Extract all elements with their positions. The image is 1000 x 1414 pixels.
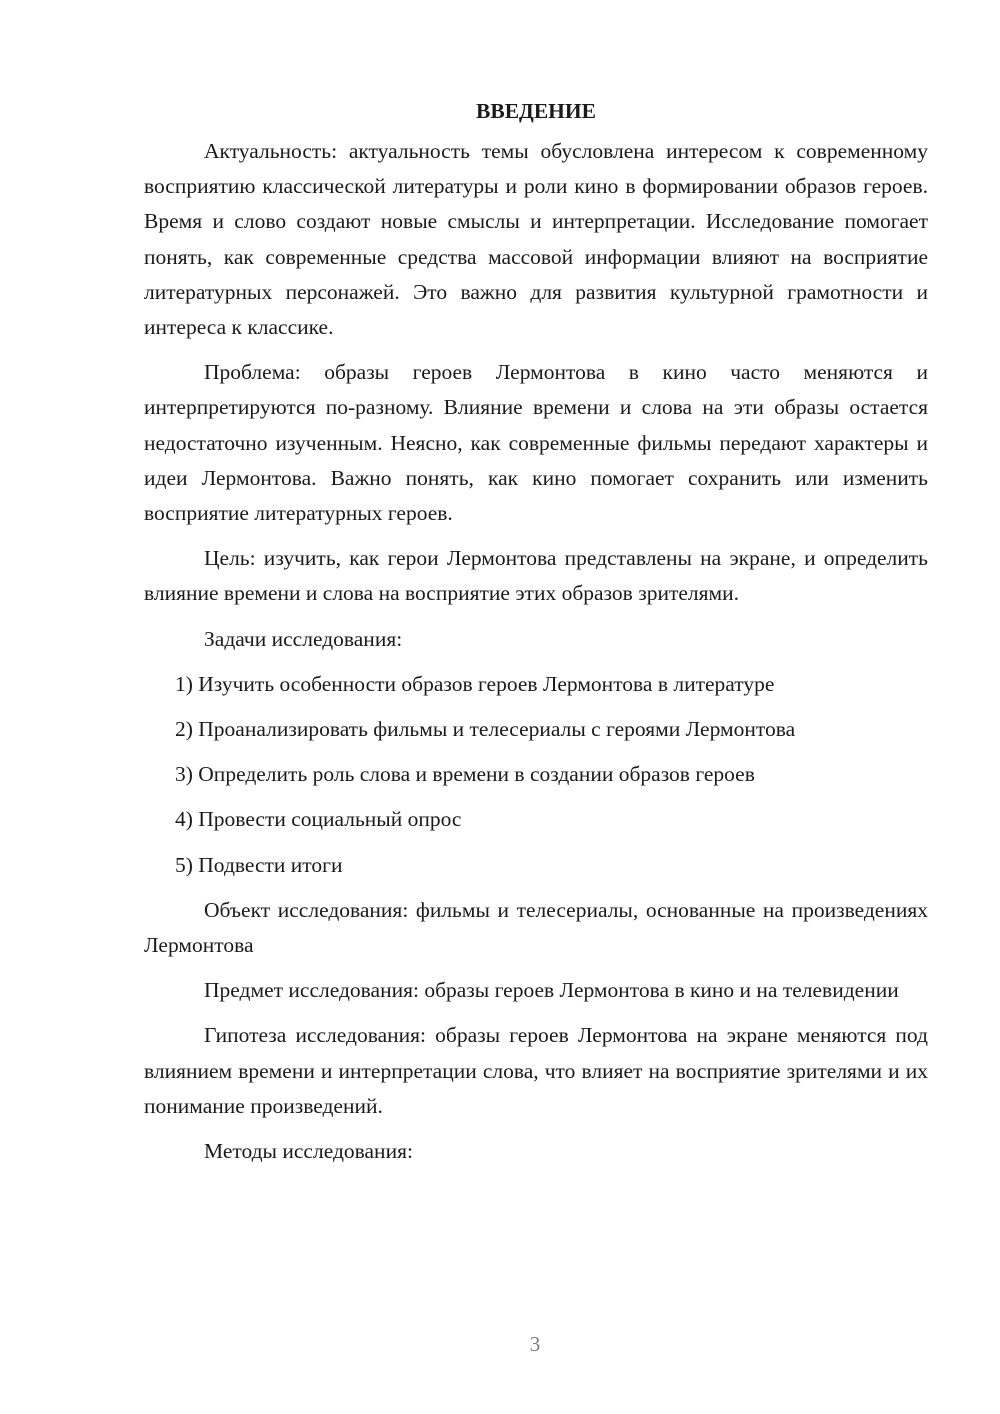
list-item: 1) Изучить особенности образов героев Лермонтова в литературе xyxy=(175,671,775,696)
list-item: 2) Проанализировать фильмы и телесериалы с героями Лермонтова xyxy=(175,717,796,742)
object-paragraph: Объект исследования: фильмы и телесериалы, основанные на произведениях Лермонтова xyxy=(144,897,928,958)
hypothesis-paragraph: Гипотеза исследования: образы героев Лермонтова на экране меняются под влиянием времени и интерпретации слова, что влияет на восприятие зрителями и их понимание произведений. xyxy=(144,1023,928,1118)
list-item: 4) Провести социальный опрос xyxy=(175,807,462,832)
subject-paragraph: Предмет исследования: образы героев Лермонтова в кино и на телевидении xyxy=(204,978,899,1003)
tasks-heading: Задачи исследования: xyxy=(204,626,403,651)
document-page xyxy=(144,96,928,1179)
goal-paragraph: Цель: изучить, как герои Лермонтова представлены на экране, и определить влияние времени и слова на восприятие этих образов зрителями. xyxy=(144,546,928,606)
page-title: ВВЕДЕНИЕ xyxy=(476,99,596,123)
relevance-paragraph: Актуальность: актуальность темы обусловлена интересом к современному восприятию классической литературы и роли кино в формировании образов героев. Время и слово создают новые смыслы и интерпретации. Исследование помогает понять, как современные средства массовой информации влияют на восприятие литературных персонажей. Это важно для развития культурной грамотности и интереса к классике. xyxy=(144,139,928,340)
list-item: 5) Подвести итоги xyxy=(175,852,343,877)
problem-paragraph: Проблема: образы героев Лермонтова в кино часто меняются и интерпретируются по-разному. Влияние времени и слова на эти образы остается недостаточно изученным. Неясно, как современные фильмы передают характеры и идеи Лермонтова. Важно понять, как кино помогает сохранить или изменить восприятие литературных героев. xyxy=(144,360,928,526)
tasks-list xyxy=(144,667,928,883)
page-number: 3 xyxy=(529,1332,541,1356)
list-item: 3) Определить роль слова и времени в создании образов героев xyxy=(175,762,755,787)
methods-heading: Методы исследования: xyxy=(204,1139,413,1164)
